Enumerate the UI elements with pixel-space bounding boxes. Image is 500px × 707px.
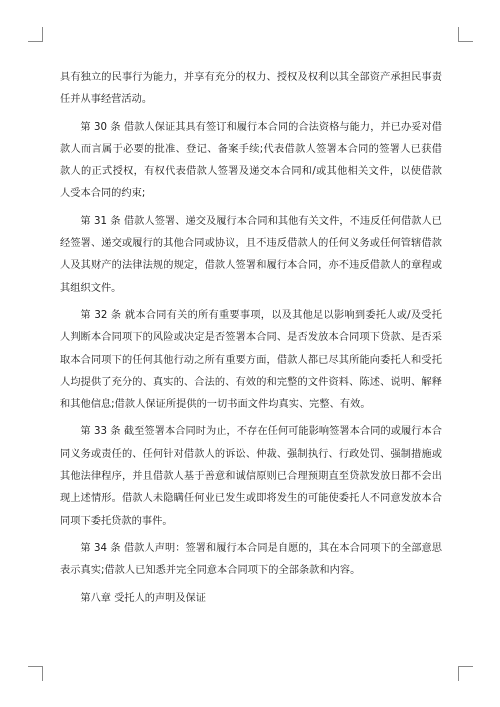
crop-mark-top-left [28, 27, 43, 42]
crop-mark-bottom-right [458, 666, 473, 681]
document-body [60, 67, 442, 610]
chapter-heading: 第八章 受托人的声明及保证 [80, 592, 206, 604]
paragraph-article-33: 第 33 条 截至签署本合同时为止，不存在任何可能影响签署本合同的或履行本合同义务或责任的、任何针对借款人的诉讼、仲裁、强制执行、行政处罚、强制措施或其他法律程序，并且借款人基于善意和诚信原则已合理预期直至贷款发放日都不会出现上述情形。借款人未隐瞒任何业已发生或即将发生的可能使委托人不同意发放本合同项下委托贷款的事件。 [60, 426, 442, 527]
paragraph-continuation: 具有独立的民事行为能力，并享有充分的权力、授权及权利以其全部资产承担民事责任并从事经营活动。 [60, 72, 442, 106]
paragraph-article-32: 第 32 条 就本合同有关的所有重要事项，以及其他足以影响到委托人或/及受托人判断本合同项下的风险或决定是否签署本合同、是否发放本合同项下贷款、是否采取本合同项下的任何其他行动之所有重要方面，借款人都已尽其所能向委托人和受托人均提供了充分的、真实的、合法的、有效的和完整的文件资料、陈述、说明、解释和其他信息;借款人保证所提供的一切书面文件均真实、完整、有效。 [60, 309, 442, 411]
paragraph-article-34: 第 34 条 借款人声明：签署和履行本合同是自愿的，其在本合同项下的全部意思表示真实;借款人已知悉并完全同意本合同项下的全部条款和内容。 [60, 542, 442, 577]
crop-mark-bottom-left [28, 666, 43, 681]
paragraph-article-30: 第 30 条 借款人保证其具有签订和履行本合同的合法资格与能力，并已办妥对借款人而言属于必要的批准、登记、备案手续;代表借款人签署本合同的签署人已获借款人的正式授权，有权代表借款人签署及递交本合同和/或其他相关文件，以使借款人受本合同的约束; [60, 121, 442, 200]
paragraph-article-31: 第 31 条 借款人签署、递交及履行本合同和其他有关文件，不违反任何借款人已经签署、递交或履行的其他合同或协议，且不违反借款人的任何义务或任何管辖借款人及其财产的法律法规的规定，借款人签署和履行本合同，亦不违反借款人的章程或其组织文件。 [60, 215, 442, 294]
crop-mark-top-right [458, 27, 473, 42]
